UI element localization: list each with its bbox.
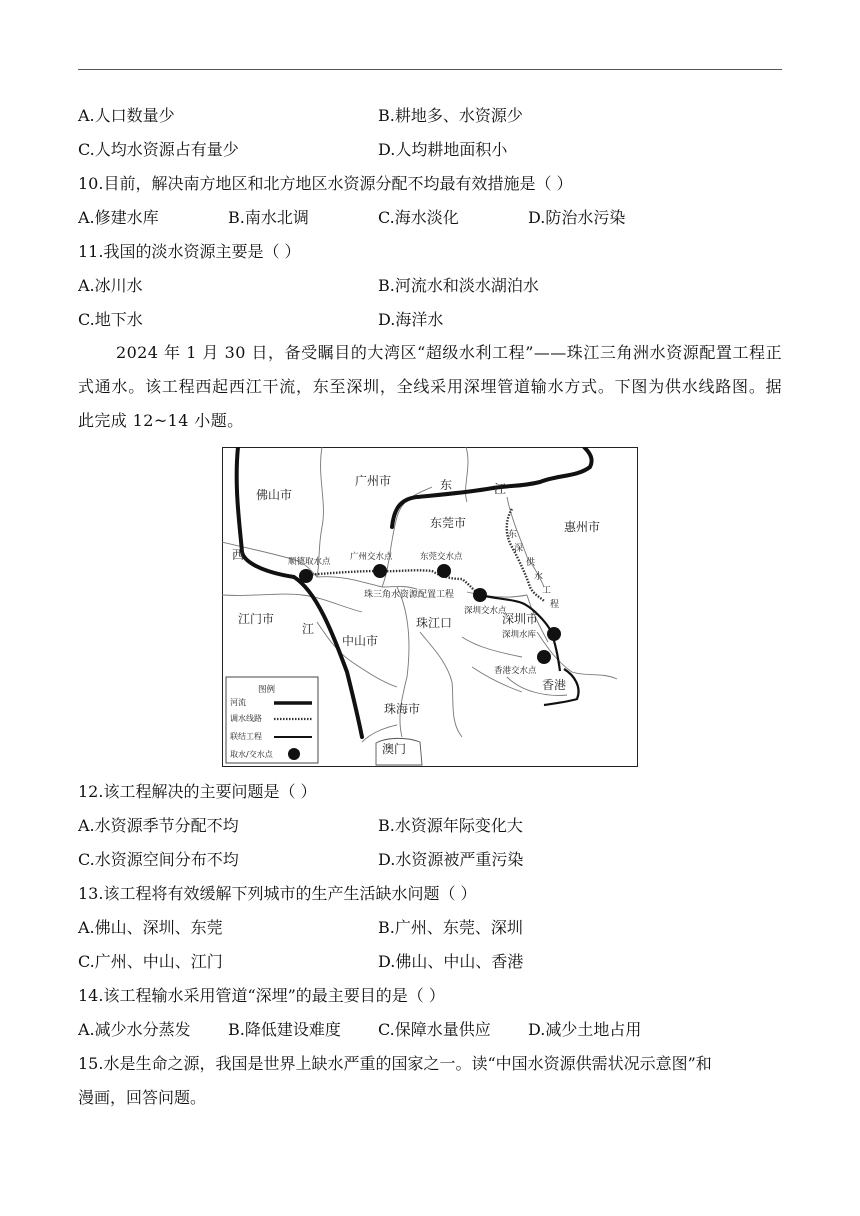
q15-stem-line1: 15.水是生命之源，我国是世界上缺水严重的国家之一。读“中国水资源供需状况示意图”和 (78, 1054, 712, 1073)
label-hk-point: 香港交水点 (494, 666, 537, 676)
q13-option-c: C.广州、中山、江门 (78, 952, 223, 971)
q10-option-b: B.南水北调 (228, 208, 309, 227)
q14-option-d: D.减少土地占用 (528, 1020, 642, 1039)
svg-text:程: 程 (550, 600, 560, 610)
q13-stem: 13.该工程将有效缓解下列城市的生产生活缺水问题（ ） (78, 884, 477, 903)
legend-point-label: 取水/交水点 (230, 750, 273, 759)
q9-option-d: D.人均耕地面积小 (378, 140, 508, 159)
label-project: 珠三角水资源配置工程 (364, 590, 455, 600)
svg-text:供: 供 (526, 558, 536, 568)
label-huizhou: 惠州市 (564, 520, 601, 534)
legend-route-label: 调水线路 (230, 714, 262, 723)
label-sz-point: 深圳交水点 (464, 606, 507, 616)
svg-text:工: 工 (542, 586, 552, 596)
label-dg-point: 东莞交水点 (420, 552, 463, 562)
q12-stem: 12.该工程解决的主要问题是（ ） (78, 782, 317, 801)
q12-option-a: A.水资源季节分配不均 (78, 816, 239, 835)
passage: 2024 年 1 月 30 日，备受瞩目的大湾区“超级水利工程”——珠江三角洲水资源配置工程正式通水。该工程西起西江干流，东至深圳，全线采用深埋管道输水方式。下图为供水线路图。据此完成 12~14 小题。 (78, 343, 782, 430)
q9-option-b: B.耕地多、水资源少 (378, 106, 523, 125)
q10-option-d: D.防治水污染 (528, 208, 626, 227)
legend-river-label: 河流 (230, 698, 246, 707)
label-sz-reservoir: 深圳水库 (502, 630, 537, 640)
q15-stem-line2: 漫画，回答问题。 (78, 1088, 207, 1107)
q10-stem: 10.目前，解决南方地区和北方地区水资源分配不均最有效措施是（ ） (78, 174, 573, 193)
label-xijiang-2: 江 (302, 622, 315, 636)
q13-option-b: B.广州、东莞、深圳 (378, 918, 523, 937)
q13-option-a: A.佛山、深圳、东莞 (78, 918, 223, 937)
label-xijiang-1: 西 (232, 548, 245, 562)
label-dongjiang-2: 江 (494, 482, 507, 496)
q12-option-b: B.水资源年际变化大 (378, 816, 523, 835)
label-jiangmen: 江门市 (238, 612, 275, 626)
q14-option-a: A.减少水分蒸发 (78, 1020, 191, 1039)
label-dongjiang-1: 东 (440, 478, 453, 492)
q11-stem: 11.我国的淡水资源主要是（ ） (78, 242, 301, 261)
q11-option-d: D.海洋水 (378, 310, 444, 329)
q12-option-d: D.水资源被严重污染 (378, 850, 524, 869)
legend-title: 图例 (258, 685, 276, 695)
label-shenzhen: 深圳市 (502, 612, 539, 626)
label-zhuhai: 珠海市 (384, 702, 421, 716)
label-shunde-point: 顺德取水点 (288, 557, 331, 567)
q14-stem: 14.该工程输水采用管道“深埋”的最主要目的是（ ） (78, 986, 445, 1005)
q11-option-c: C.地下水 (78, 310, 143, 329)
q10-option-c: C.海水淡化 (378, 208, 459, 227)
label-macau: 澳门 (382, 742, 407, 756)
map-legend (226, 677, 318, 763)
svg-text:深: 深 (514, 544, 524, 554)
q10-option-a: A.修建水库 (78, 208, 159, 227)
header-rule (78, 69, 782, 70)
label-guangzhou: 广州市 (355, 474, 392, 488)
svg-text:水: 水 (534, 572, 544, 582)
q14-option-c: C.保障水量供应 (378, 1020, 491, 1039)
water-supply-map (222, 447, 638, 767)
label-dongguan: 东莞市 (430, 516, 467, 530)
q12-option-c: C.水资源空间分布不均 (78, 850, 239, 869)
label-gz-point: 广州交水点 (350, 552, 393, 562)
q14-option-b: B.降低建设难度 (228, 1020, 341, 1039)
q13-option-d: D.佛山、中山、香港 (378, 952, 524, 971)
q9-option-c: C.人均水资源占有量少 (78, 140, 239, 159)
label-hongkong: 香港 (542, 678, 567, 692)
q11-option-a: A.冰川水 (78, 276, 143, 295)
q11-option-b: B.河流水和淡水湖泊水 (378, 276, 539, 295)
label-zhongshan: 中山市 (342, 634, 379, 648)
q9-option-a: A.人口数量少 (78, 106, 175, 125)
svg-text:东: 东 (508, 530, 518, 540)
label-zhujiangkou: 珠江口 (416, 616, 453, 630)
label-foshan: 佛山市 (256, 488, 293, 502)
legend-link-label: 联结工程 (230, 732, 262, 741)
